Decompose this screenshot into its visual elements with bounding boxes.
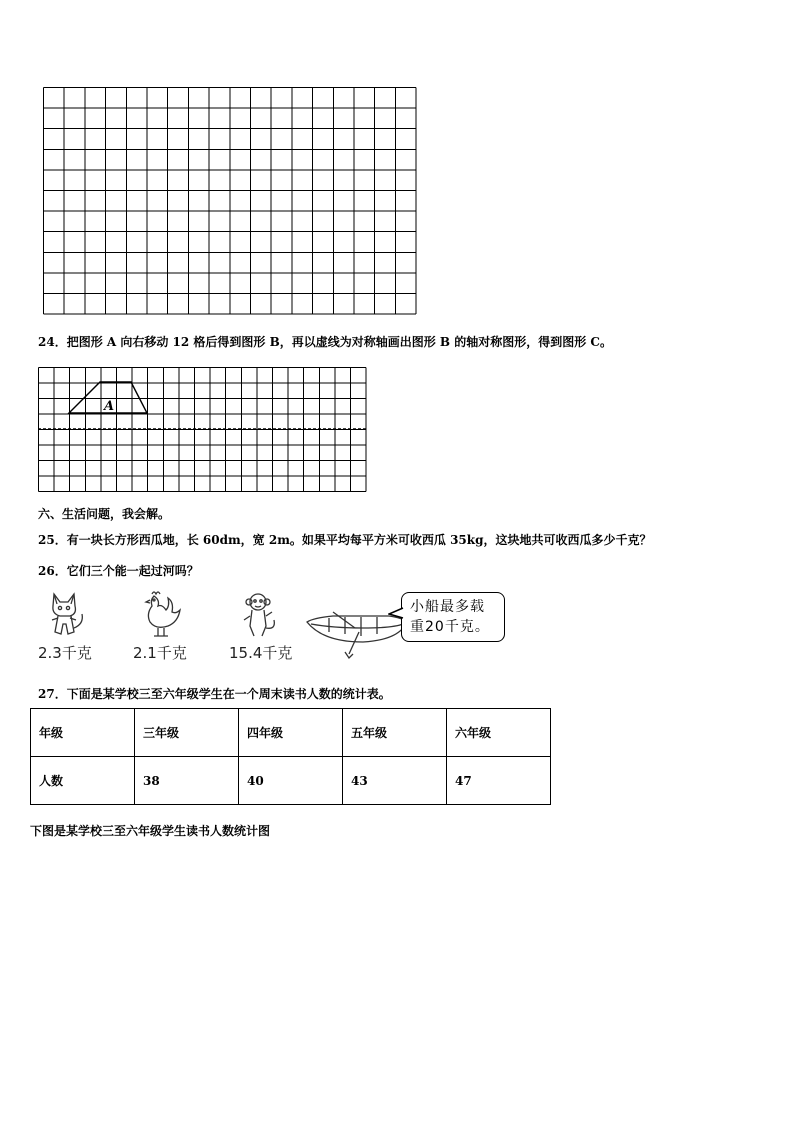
table-cell: 47 — [447, 757, 551, 805]
table-cell: 五年级 — [343, 709, 447, 757]
table-cell: 四年级 — [239, 709, 343, 757]
shape-a-label: A — [104, 399, 115, 414]
cat-weight: 2.3千克 — [38, 644, 92, 662]
table-cell: 43 — [343, 757, 447, 805]
reading-stats-table — [30, 708, 551, 805]
boat-capacity-speech-bubble — [401, 592, 505, 642]
cat-icon — [44, 588, 88, 640]
question-25: 25．有一块长方形西瓜地，长 60dm，宽 2m。如果平均每平方米可收西瓜 35kg，这块地共可收西瓜多少千克？ — [38, 533, 652, 547]
blank-grid — [43, 87, 418, 316]
section-6-heading: 六、生活问题，我会解。 — [38, 507, 171, 521]
bubble-tail — [388, 606, 404, 620]
question-26: 26．它们三个能一起过河吗？ — [38, 564, 199, 578]
bubble-line-1: 小船最多载 — [410, 599, 485, 615]
table-header-row — [31, 709, 551, 757]
table-cell: 三年级 — [135, 709, 239, 757]
table-cell: 年级 — [31, 709, 135, 757]
table-cell: 六年级 — [447, 709, 551, 757]
table-row — [31, 757, 551, 805]
question-24: 24．把图形 A 向右移动 12 格后得到图形 B，再以虚线为对称轴画出图形 B 的轴对称图形，得到图形 C。 — [38, 335, 612, 349]
translation-grid — [38, 367, 368, 493]
table-cell: 40 — [239, 757, 343, 805]
monkey-weight: 15.4千克 — [229, 644, 293, 662]
rooster-icon — [140, 590, 184, 640]
chart-caption: 下图是某学校三至六年级学生读书人数统计图 — [30, 824, 271, 838]
table-cell: 人数 — [31, 757, 135, 805]
rooster-weight: 2.1千克 — [133, 644, 187, 662]
question-27: 27．下面是某学校三至六年级学生在一个周末读书人数的统计表。 — [38, 687, 391, 701]
bubble-line-2: 重20千克。 — [410, 619, 490, 635]
monkey-icon — [240, 590, 280, 640]
table-cell: 38 — [135, 757, 239, 805]
